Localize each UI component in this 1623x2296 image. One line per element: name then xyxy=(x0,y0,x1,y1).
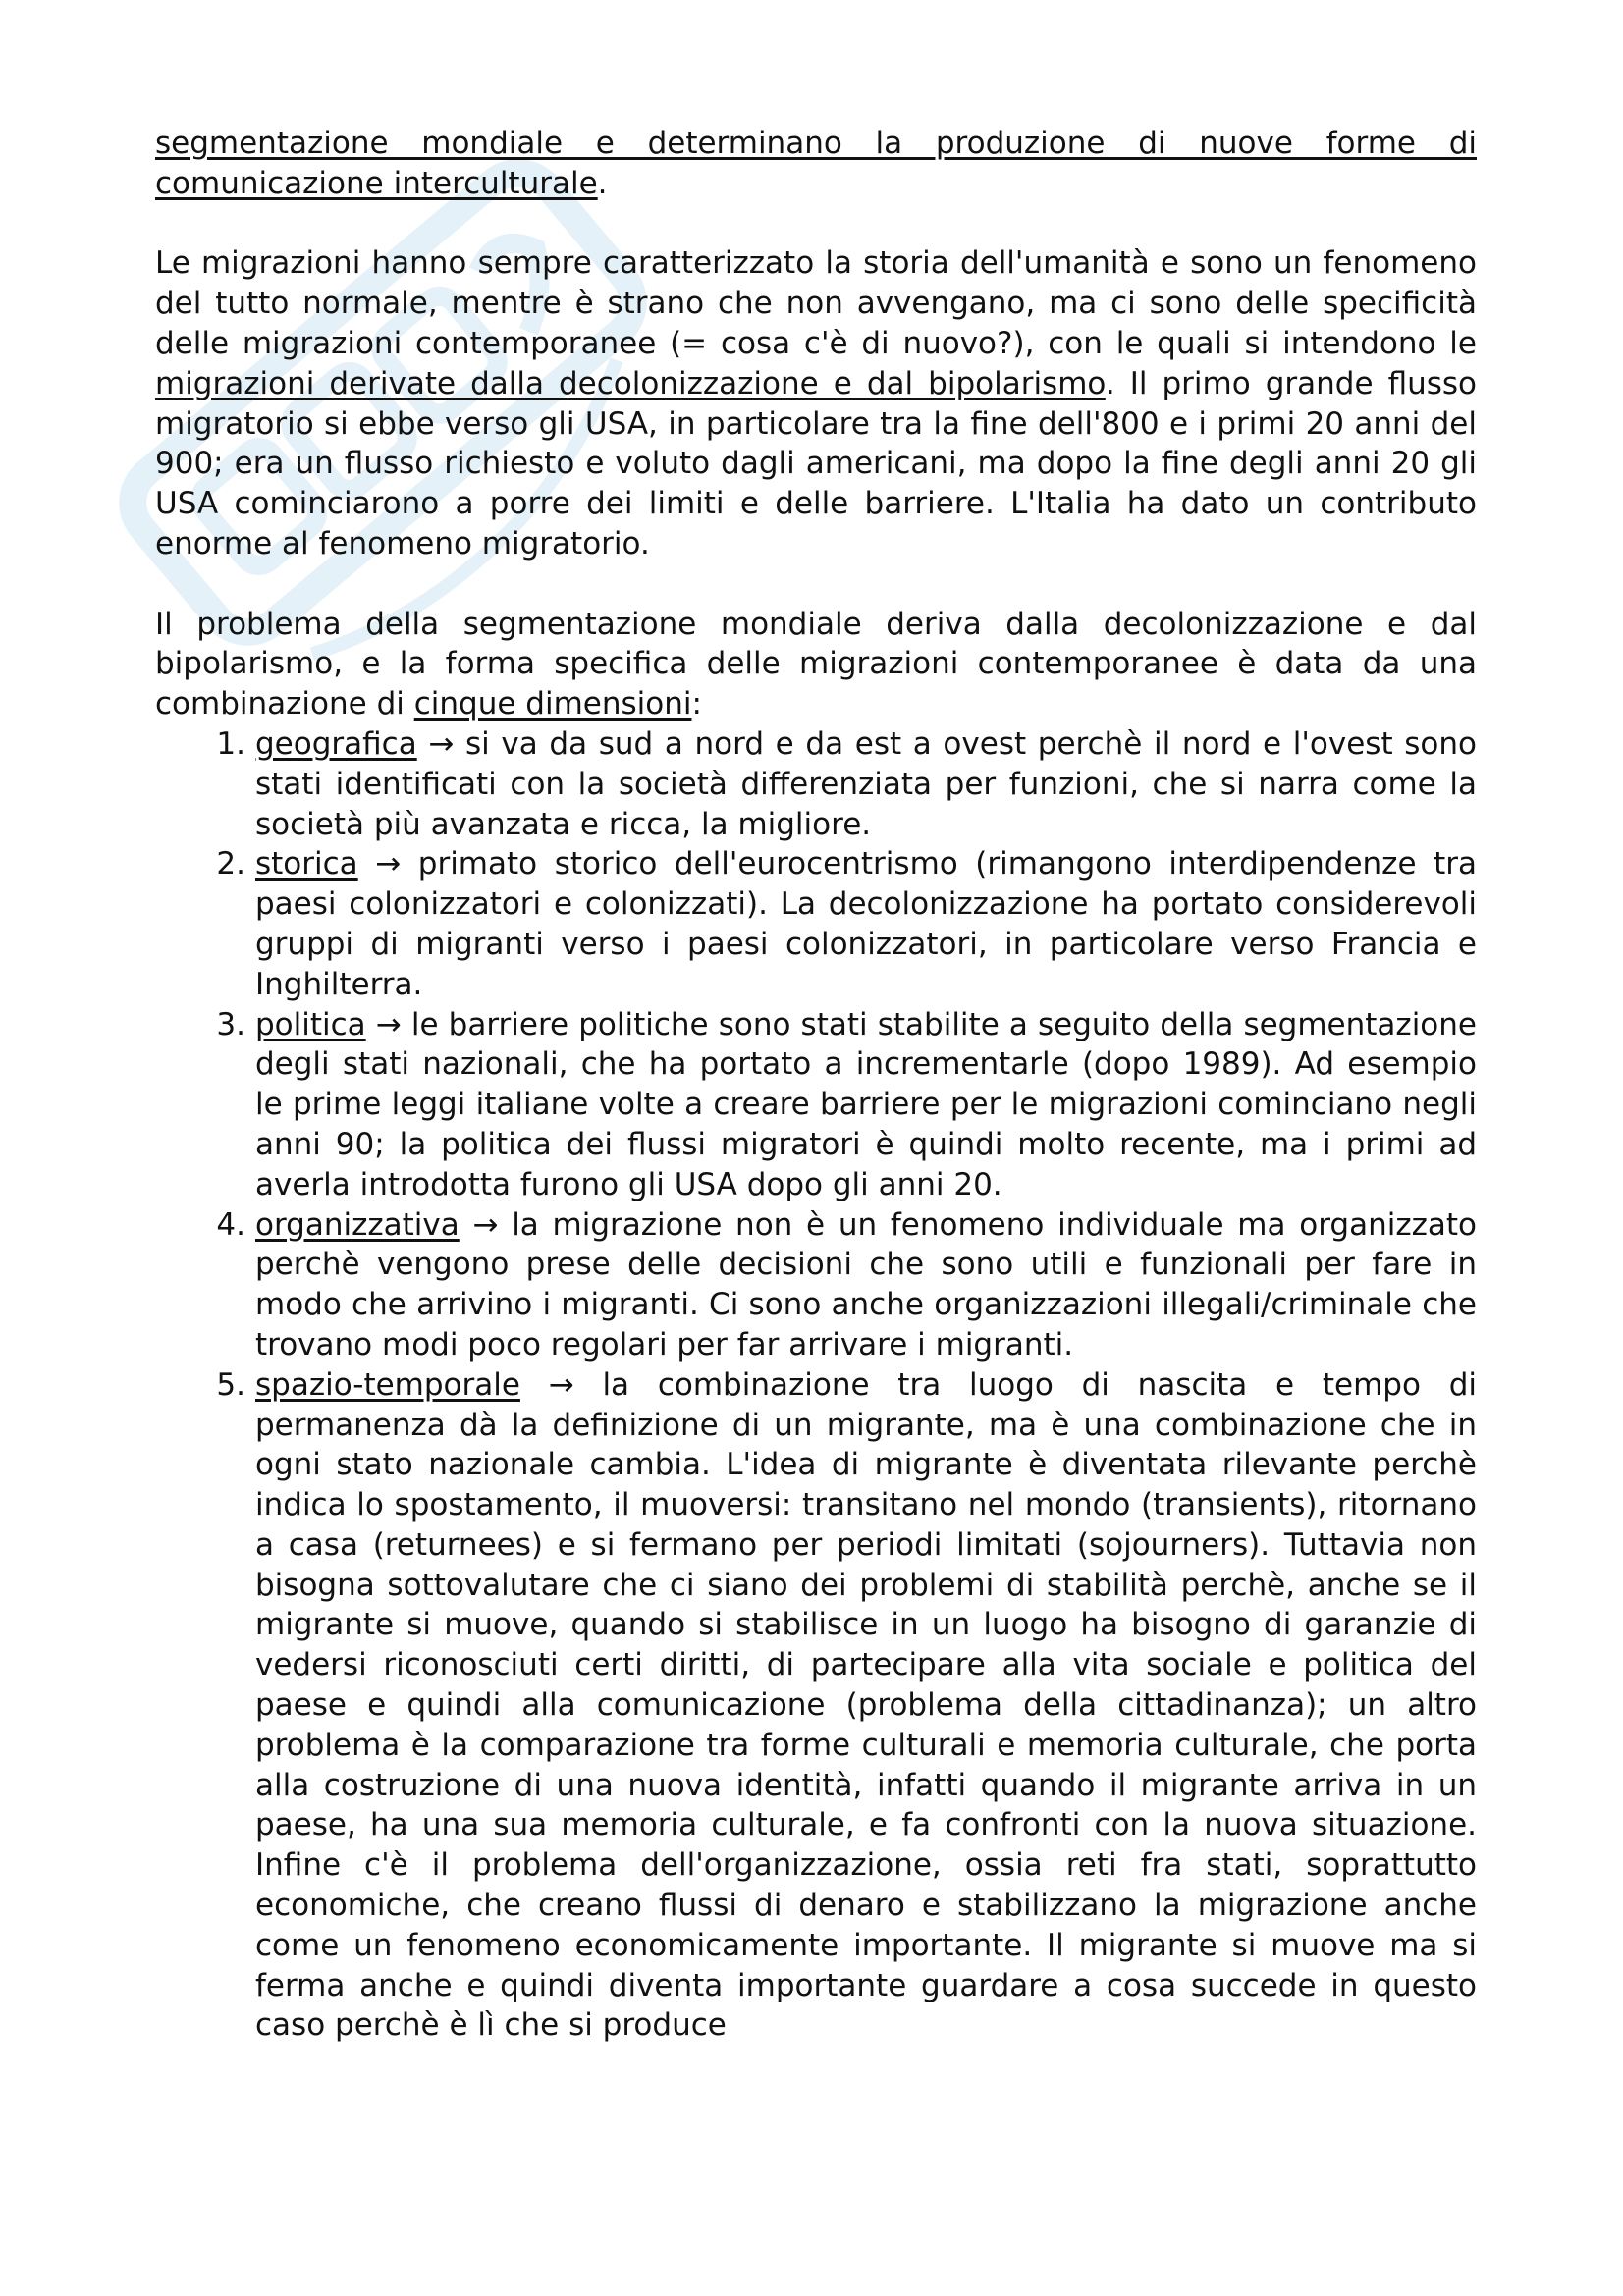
list-number: 3. xyxy=(216,1006,245,1042)
document-page xyxy=(155,124,1477,2046)
paragraph-text: : xyxy=(691,686,702,722)
underlined-phrase: migrazioni derivate dalla decolonizzazione e dal bipolarismo xyxy=(155,365,1106,401)
list-number: 1. xyxy=(216,725,245,762)
paragraph-intro xyxy=(155,124,1477,204)
paragraph-text: Le migrazioni hanno sempre caratterizzato la storia dell'umanità e sono un fenomeno del tutto normale, mentre è strano che non avvengano, ma ci sono delle specificità delle migrazioni contemporanee (= cosa c'è di nuovo?), con le quali si intendono le xyxy=(155,245,1477,361)
underlined-phrase: segmentazione mondiale e determinano la produzione di nuove forme di comunicazione interculturale xyxy=(155,126,1477,201)
list-item xyxy=(155,1205,1477,1365)
dimension-term: politica xyxy=(255,1006,366,1042)
paragraph-segmentation xyxy=(155,605,1477,724)
list-number: 5. xyxy=(216,1366,245,1403)
dimension-term: organizzativa xyxy=(255,1206,460,1243)
underlined-phrase: cinque dimensioni xyxy=(413,686,692,722)
list-number: 2. xyxy=(216,846,245,882)
list-number: 4. xyxy=(216,1206,245,1243)
paragraph-text: . xyxy=(597,165,608,201)
list-item xyxy=(155,1005,1477,1205)
dimension-description: → si va da sud a nord e da est a ovest perchè il nord e l'ovest sono stati identificati con la società differenziata per funzioni, che si narra come la società più avanzata e ricca, la migliore. xyxy=(255,725,1477,842)
paragraph-migrations xyxy=(155,243,1477,563)
dimension-description: → la migrazione non è un fenomeno individuale ma organizzato perchè vengono prese delle decisioni che sono utili e funzionali per fare in modo che arrivino i migranti. Ci sono anche organizzazioni illegali/criminale che trovano modi poco regolari per far arrivare i migranti. xyxy=(255,1206,1477,1362)
list-item xyxy=(155,1365,1477,2047)
dimensions-list xyxy=(155,724,1477,2046)
dimension-term: spazio-temporale xyxy=(255,1366,520,1403)
list-item xyxy=(155,724,1477,844)
dimension-term: storica xyxy=(255,846,358,882)
paragraph-text: Il problema della segmentazione mondiale deriva dalla decolonizzazione e dal bipolarismo, e la forma specifica delle migrazioni contemporanee è data da una combinazione di xyxy=(155,606,1477,722)
dimension-description: → le barriere politiche sono stati stabilite a seguito della segmentazione degli stati nazionali, che ha portato a incrementarle (dopo 1989). Ad esempio le prime leggi italiane volte a creare barriere per le migrazioni cominciano negli anni 90; la politica dei flussi migratori è quindi molto recente, ma i primi ad averla introdotta furono gli USA dopo gli anni 20. xyxy=(255,1006,1477,1202)
dimension-description: → primato storico dell'eurocentrismo (rimangono interdipendenze tra paesi colonizzatori e colonizzati). La decolonizzazione ha portato considerevoli gruppi di migranti verso i paesi colonizzatori, in particolare verso Francia e Inghilterra. xyxy=(255,846,1477,1002)
list-item xyxy=(155,844,1477,1004)
paragraph-text: . Il primo grande flusso migratorio si ebbe verso gli USA, in particolare tra la fine dell'800 e i primi 20 anni del 900; era un flusso richiesto e voluto dagli americani, ma dopo la fine degli anni 20 gli USA cominciarono a porre dei limiti e delle barriere. L'Italia ha dato un contributo enorme al fenomeno migratorio. xyxy=(155,365,1478,561)
dimension-term: geografica xyxy=(255,725,417,762)
dimension-description: → la combinazione tra luogo di nascita e tempo di permanenza dà la definizione di un migrante, ma è una combinazione che in ogni stato nazionale cambia. L'idea di migrante è diventata rilevante perchè indica lo spostamento, il muoversi: transitano nel mondo (transients), ritornano a casa (returnees) e si fermano per periodi limitati (sojourners). Tuttavia non bisogna sottovalutare che ci siano dei problemi di stabilità perchè, anche se il migrante si muove, quando si stabilisce in un luogo ha bisogno di garanzie di vedersi riconosciuti certi diritti, di partecipare alla vita sociale e politica del paese e quindi alla comunicazione (problema della cittadinanza); un altro problema è la comparazione tra forme culturali e memoria culturale, che porta alla costruzione di una nuova identità, infatti quando il migrante arriva in un paese, ha una sua memoria culturale, e fa confronti con la nuova situazione. Infine c'è il problema dell'organizzazione, ossia reti fra stati, soprattutto economiche, che creano flussi di denaro e stabilizzano la migrazione anche come un fenomeno economicamente importante. Il migrante si muove ma si ferma anche e quindi diventa importante guardare a cosa succede in questo caso perchè è lì che si produce xyxy=(255,1366,1477,2044)
